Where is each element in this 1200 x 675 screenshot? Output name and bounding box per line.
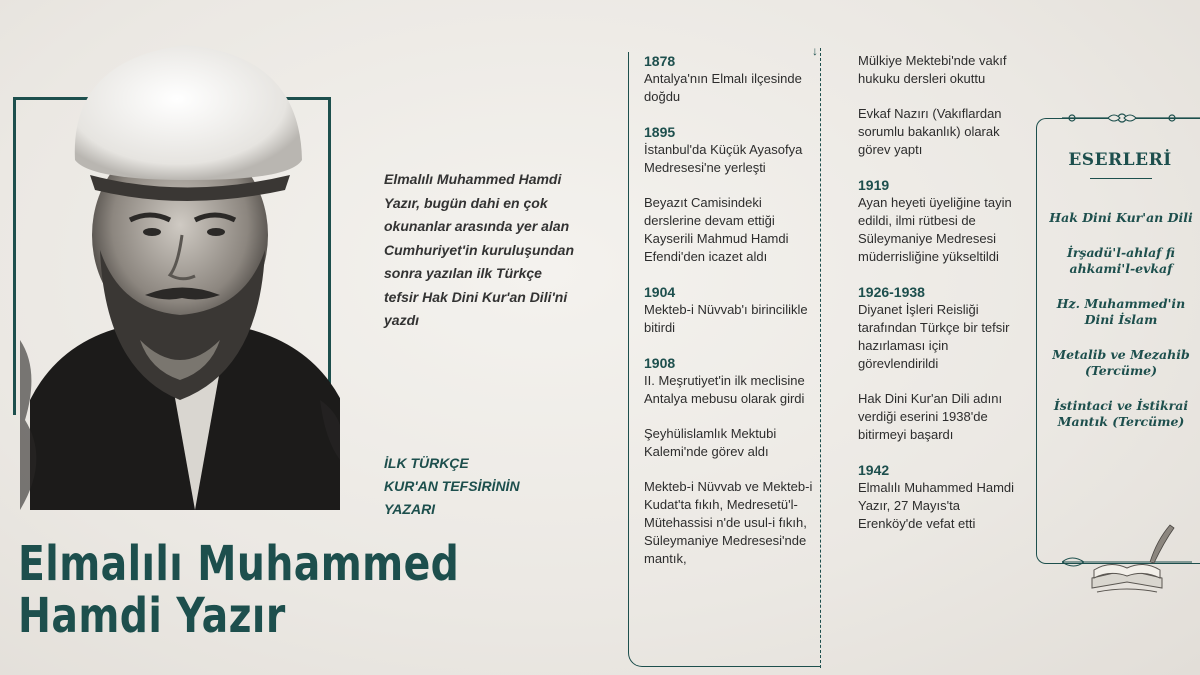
ornament-icon [1062, 110, 1200, 126]
timeline-dashed-line [820, 48, 825, 668]
work-item: İstintaci ve İstikrai Mantık (Tercüme) [1053, 398, 1189, 429]
timeline-arrow-icon: ↓ [812, 44, 818, 58]
timeline-entry [644, 283, 814, 337]
tagline-line-3: YAZARI [384, 501, 436, 517]
timeline-text: Hak Dini Kur'an Dili adını verdiği eserini 1938'de bitirmeyi başardı [858, 391, 1003, 442]
tagline-line-1: İLK TÜRKÇE [384, 455, 469, 471]
timeline-year: 1895 [644, 124, 676, 140]
timeline-text: Beyazıt Camisindeki derslerine devam ettiği Kayserili Mahmud Hamdi Efendi'den icazet aldı [644, 195, 789, 264]
timeline-entry [858, 283, 1028, 373]
works-divider [1090, 178, 1152, 179]
portrait-photo [20, 40, 340, 510]
page-title-line-1: Elmalılı Muhammed [18, 536, 460, 592]
timeline-entry [858, 105, 1028, 159]
timeline-column-left [644, 52, 814, 585]
timeline-entry [644, 425, 814, 461]
page-title [18, 538, 459, 642]
timeline-entry [644, 123, 814, 177]
timeline-year: 1919 [858, 177, 890, 193]
timeline-entry [858, 176, 1028, 266]
timeline-year: 1878 [644, 53, 676, 69]
timeline-text: Mülkiye Mektebi'nde vakıf hukuku dersleri okuttu [858, 53, 1007, 86]
timeline-year: 1926-1938 [858, 284, 925, 300]
intro-text: Elmalılı Muhammed Hamdi Yazır, bugün dahi en çok okunanlar arasında yer alan Cumhuriyet'in kuruluşundan sonra yazılan ilk Türkçe tefsir Hak Dini Kur'an Dili'ni yazdı [384, 171, 575, 328]
page-title-line-2: Hamdi Yazır [18, 588, 286, 644]
works-title: ESERLERİ [1068, 150, 1172, 170]
timeline-text: Mekteb-i Nüvvab ve Mekteb-i Kudat'ta fıkıh, Medresetü'l-Mütehassisi n'de usul-i fıkıh, Süleymaniye Medresesi'nde mantık, [644, 479, 813, 566]
timeline-year: 1942 [858, 462, 890, 478]
timeline-text: Şeyhülislamlık Mektubi Kalemi'nde görev aldı [644, 426, 777, 459]
tagline [384, 452, 584, 521]
timeline-entry [644, 194, 814, 266]
timeline-text: Diyanet İşleri Reisliği tarafından Türkçe bir tefsir hazırlaması için görevlendirildi [858, 302, 1010, 371]
timeline-text: İstanbul'da Küçük Ayasofya Medresesi'ne yerleşti [644, 142, 803, 175]
book-quill-icon [1062, 520, 1192, 600]
timeline-entry [644, 52, 814, 106]
timeline-entry [644, 354, 814, 408]
timeline-entry [858, 390, 1028, 444]
timeline-text: Antalya'nın Elmalı ilçesinde doğdu [644, 71, 802, 104]
timeline-text: Mekteb-i Nüvvab'ı birincilikle bitirdi [644, 302, 808, 335]
timeline-year: 1908 [644, 355, 676, 371]
work-item: İrşadü'l-ahlaf fi ahkami'l-evkaf [1066, 245, 1175, 276]
work-item: Metalib ve Mezahib (Tercüme) [1052, 347, 1190, 378]
timeline-text: Ayan heyeti üyeliğine tayin edildi, ilmi rütbesi de Süleymaniye Medresesi müderrisliğine yükseltildi [858, 195, 1012, 264]
timeline-entry [644, 478, 814, 568]
work-item: Hak Dini Kur'an Dili [1049, 210, 1193, 225]
works-list [1046, 210, 1196, 449]
timeline-entry [858, 461, 1028, 533]
tagline-line-2: KUR'AN TEFSİRİNİN [384, 478, 520, 494]
timeline-text: II. Meşrutiyet'in ilk meclisine Antalya mebusu olarak girdi [644, 373, 805, 406]
timeline-year: 1904 [644, 284, 676, 300]
timeline-text: Elmalılı Muhammed Hamdi Yazır, 27 Mayıs'ta Erenköy'de vefat etti [858, 480, 1015, 531]
work-item: Hz. Muhammed'in Dini İslam [1056, 296, 1186, 327]
timeline-column-right [858, 52, 1028, 550]
timeline-text: Evkaf Nazırı (Vakıflardan sorumlu bakanlık) olarak görev yaptı [858, 106, 1002, 157]
timeline-entry [858, 52, 1028, 88]
